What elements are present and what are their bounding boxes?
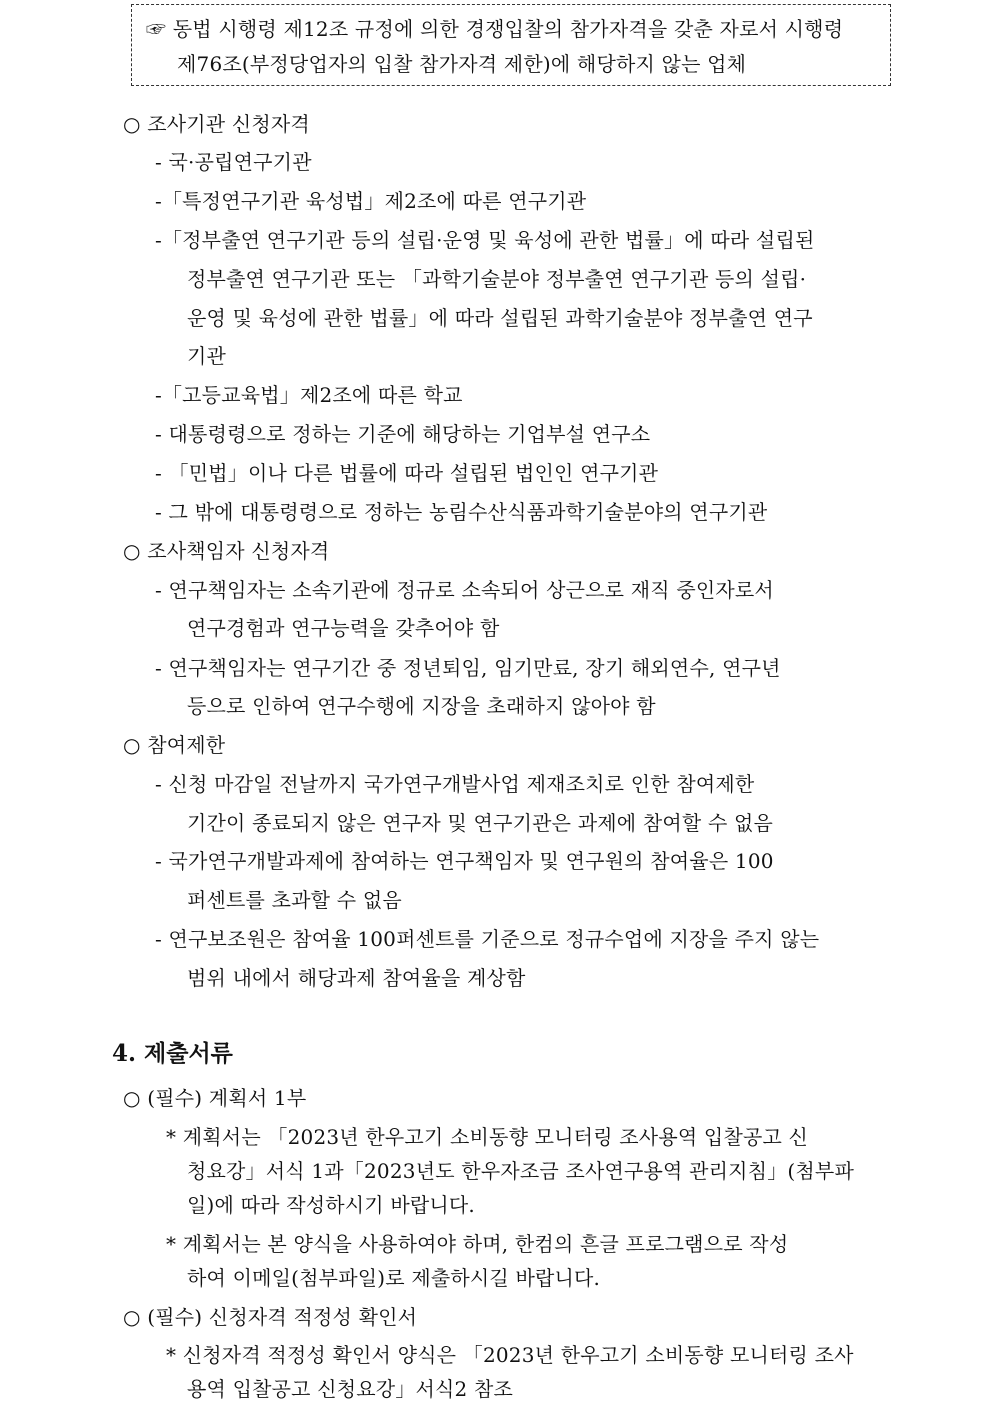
note-item: * 신청자격 적정성 확인서 양식은 「2023년 한우고기 소비동향 모니터링 조사 [166, 1343, 854, 1367]
list-item: - 국가연구개발과제에 참여하는 연구책임자 및 연구원의 참여율은 100 [155, 849, 774, 873]
list-item-continuation: 기간이 종료되지 않은 연구자 및 연구기관은 과제에 참여할 수 없음 [187, 811, 774, 835]
section-heading: 4. 제출서류 [112, 1040, 233, 1067]
note-item-continuation: 일)에 따라 작성하시기 바랍니다. [187, 1193, 475, 1217]
list-item: - 그 밖에 대통령령으로 정하는 농림수산식품과학기술분야의 연구기관 [155, 500, 768, 524]
note-item-continuation: 하여 이메일(첨부파일)로 제출하시길 바랍니다. [187, 1266, 601, 1290]
institution-title: ○ 조사기관 신청자격 [123, 112, 310, 136]
note-item: * 계획서는 본 양식을 사용하여야 하며, 한컴의 흔글 프로그램으로 작성 [166, 1232, 789, 1256]
list-item: - 연구책임자는 소속기관에 정규로 소속되어 상근으로 재직 중인자로서 [155, 578, 774, 602]
researcher-title: ○ 조사책임자 신청자격 [123, 539, 330, 563]
list-item-continuation: 정부출연 연구기관 또는 「과학기술분야 정부출연 연구기관 등의 설립· [187, 267, 807, 291]
list-item: - 「민법」이나 다른 법률에 따라 설립된 법인인 연구기관 [155, 461, 659, 485]
list-item: - 국·공립연구기관 [155, 150, 312, 174]
restriction-title: ○ 참여제한 [123, 733, 226, 757]
notice-line-2: 제76조(부정당업자의 입찰 참가자격 제한)에 해당하지 않는 업체 [177, 52, 747, 76]
list-item-continuation: 퍼센트를 초과할 수 없음 [187, 888, 402, 912]
list-item: -「정부출연 연구기관 등의 설립·운영 및 육성에 관한 법률」에 따라 설립된 [155, 228, 815, 252]
notice-line-1: ☞ 동법 시행령 제12조 규정에 의한 경쟁입찰의 참가자격을 갖춘 자로서 시행령 [146, 17, 844, 41]
list-item: - 연구책임자는 연구기간 중 정년퇴임, 임기만료, 장기 해외연수, 연구년 [155, 656, 781, 680]
list-item: - 대통령령으로 정하는 기준에 해당하는 기업부설 연구소 [155, 422, 651, 446]
qualification-title: ○ (필수) 신청자격 적정성 확인서 [123, 1305, 418, 1329]
list-item-continuation: 운영 및 육성에 관한 법률」에 따라 설립된 과학기술분야 정부출연 연구 [187, 306, 813, 330]
list-item: - 연구보조원은 참여율 100퍼센트를 기준으로 정규수업에 지장을 주지 않는 [155, 927, 820, 951]
list-item: -「특정연구기관 육성법」제2조에 따른 연구기관 [155, 189, 587, 213]
list-item-continuation: 범위 내에서 해당과제 참여율을 계상함 [187, 966, 526, 990]
list-item-continuation: 연구경험과 연구능력을 갖추어야 함 [187, 616, 500, 640]
list-item: - 신청 마감일 전날까지 국가연구개발사업 제재조치로 인한 참여제한 [155, 772, 755, 796]
plan-title: ○ (필수) 계획서 1부 [123, 1086, 307, 1110]
note-item-continuation: 용역 입찰공고 신청요강」서식2 참조 [187, 1377, 514, 1401]
list-item-continuation: 기관 [187, 344, 227, 368]
note-item-continuation: 청요강」서식 1과「2023년도 한우자조금 조사연구용역 관리지침」(첨부파 [187, 1159, 854, 1183]
note-item: * 계획서는 「2023년 한우고기 소비동향 모니터링 조사용역 입찰공고 신 [166, 1125, 809, 1149]
list-item: -「고등교육법」제2조에 따른 학교 [155, 383, 463, 407]
list-item-continuation: 등으로 인하여 연구수행에 지장을 초래하지 않아야 함 [187, 694, 656, 718]
